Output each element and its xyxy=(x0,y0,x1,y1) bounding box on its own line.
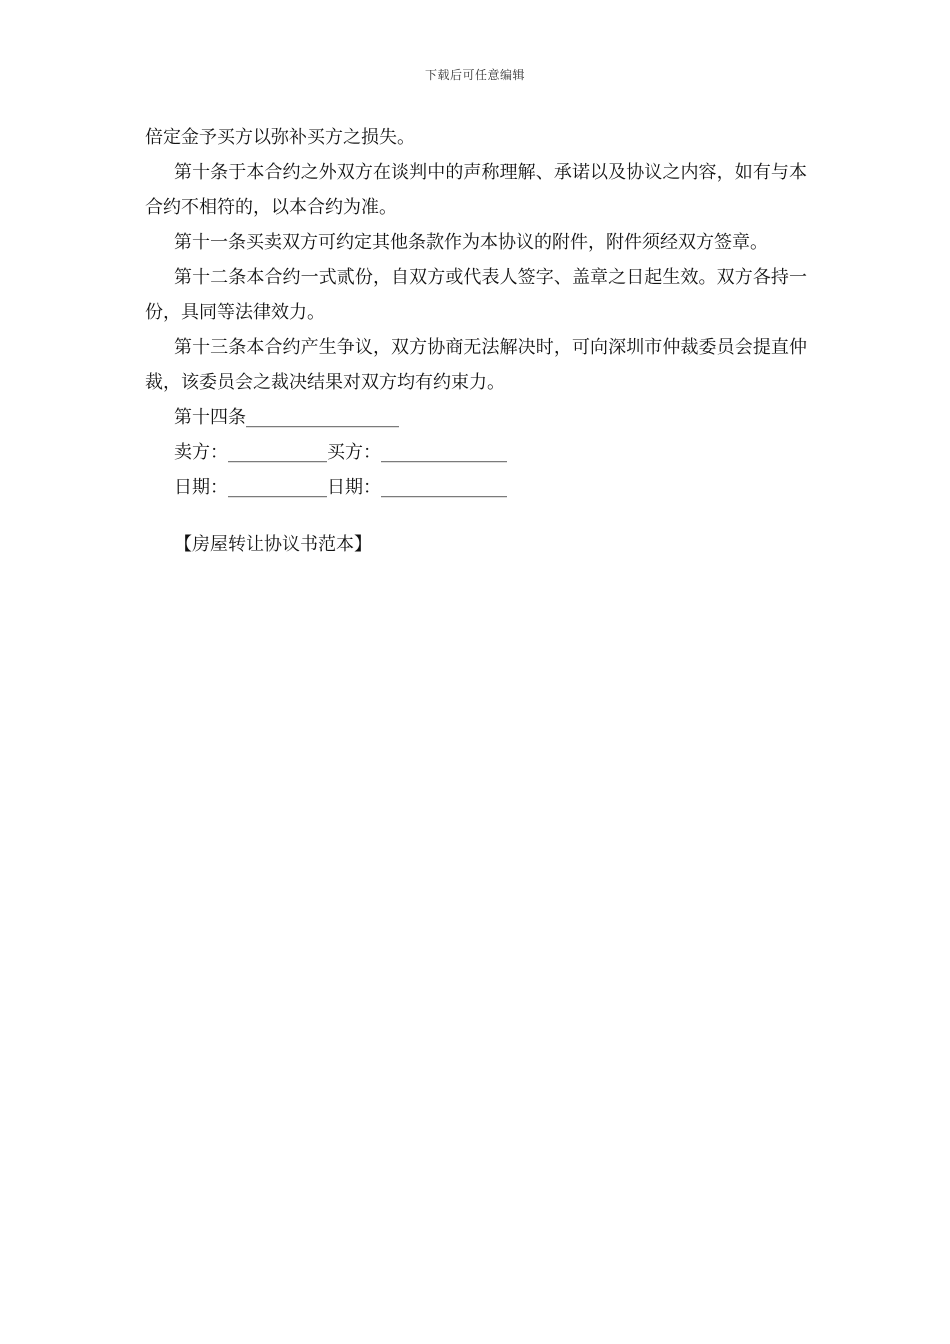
document-body xyxy=(145,120,807,562)
date-line: 日期：___________日期：______________ xyxy=(174,477,507,498)
section-title: 【房屋转让协议书范本】 xyxy=(174,534,372,555)
paragraph-article-11: 第十一条买卖双方可约定其他条款作为本协议的附件，附件须经双方签章。 xyxy=(174,232,768,253)
signature-line: 卖方：___________买方：______________ xyxy=(174,442,507,463)
paragraph-article-12: 第十二条本合约一式贰份，自双方或代表人签字、盖章之日起生效。双方各持一份，具同等法律效力。 xyxy=(145,267,807,323)
paragraph-continuation: 倍定金予买方以弥补买方之损失。 xyxy=(145,127,415,148)
paragraph-article-10: 第十条于本合约之外双方在谈判中的声称理解、承诺以及协议之内容，如有与本合约不相符的，以本合约为准。 xyxy=(145,162,807,218)
paragraph-article-13: 第十三条本合约产生争议，双方协商无法解决时，可向深圳市仲裁委员会提直仲裁，该委员会之裁决结果对双方均有约束力。 xyxy=(145,337,807,393)
page-header: 下载后可任意编辑 xyxy=(424,68,525,82)
paragraph-article-14: 第十四条_________________ xyxy=(174,407,399,428)
